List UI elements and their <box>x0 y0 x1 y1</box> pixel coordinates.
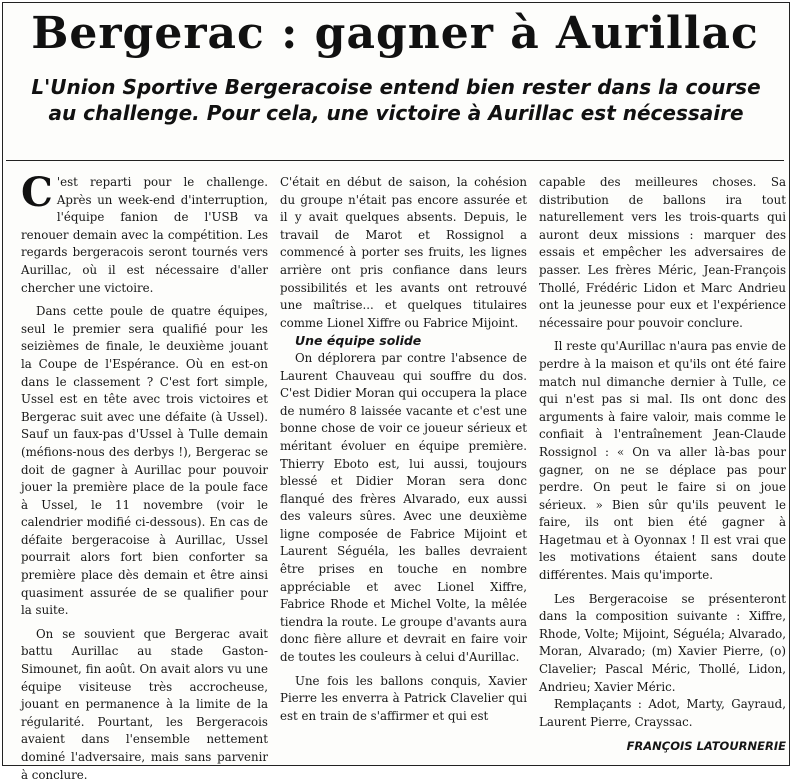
divider <box>6 160 784 161</box>
headline: Bergerac : gagner à Aurillac <box>31 8 759 59</box>
column-3 <box>539 174 786 756</box>
column-2 <box>280 174 527 725</box>
column-1 <box>21 169 268 784</box>
author-signature: FRANÇOIS LATOURNERIE <box>626 739 786 754</box>
paragraph: Il reste qu'Aurillac n'aura pas envie de perdre à la maison et qu'ils ont été faire match nul dimanche dernier à Tulle, ce qui n'est pas si mal. Ils ont donc des arguments à faire valoir, mais comme le confiait à l'entraînement Jean-Claude Rossignol : « On va aller là-bas pour gagner, on ne se déplace pas pour perdre. On peut le faire si on joue sérieux. » Bien sûr qu'ils peuvent le faire, ils ont bien été gagner à Hagetmau et à Oyonnax ! Il est vrai que les motivations étaient sans doute différentes. Mais qu'importe. <box>539 339 786 583</box>
paragraph <box>21 169 268 297</box>
paragraph: Les Bergeracoise se présenteront dans la composition suivante : Xiffre, Rhode, Volte; Mijoint, Séguéla; Alvarado, Moran, Alvarado; (m) Xavier Pierre, (o) Clavelier; Pascal Méric, Thollé, Lidon, Andrieu; Xavier Méric. <box>539 591 786 694</box>
paragraph: Une fois les ballons conquis, Xavier Pierre les enverra à Patrick Clavelier qui est en train de s'affirmer et qui est <box>280 673 527 723</box>
paragraph: Dans cette poule de quatre équipes, seul le premier sera qualifié pour les seizièmes de finale, le deuxième jouant la Coupe de l'Espérance. Où en est-on dans le classement ? C'est fort simple, Ussel est en tête avec trois victoires et Bergerac suit avec une défaite (à Ussel). Sauf un faux-pas d'Ussel à Tulle demain (méfions-nous des derbys !), Bergerac se doit de gagner à Aurillac pour pouvoir jouer la première place de la poule face à Ussel, le 11 novembre (voir le calendrier modifié ci-dessous). En cas de défaite bergeracoise à Aurillac, Ussel pourrait alors fort bien conforter sa première place dès demain et être ainsi quasiment assurée de se qualifier pour la suite. <box>21 304 268 618</box>
paragraph: Remplaçants : Adot, Marty, Gayraud, Laurent Pierre, Crayssac. <box>539 697 786 729</box>
paragraph: On déplorera par contre l'absence de Laurent Chauveau qui souffre du dos. C'est Didier Moran qui occupera la place de numéro 8 laissée vacante et c'est une bonne chose de voir ce joueur sérieux et méritant évoluer en équipe première. Thierry Eboto est, lui aussi, toujours blessé et Didier Moran sera donc flanqué des frères Alvarado, eux aussi des valeurs sûres. Avec une deuxième ligne composée de Fabrice Mijoint et Laurent Séguéla, les balles devraient être prises en touche en nombre appréciable et avec Lionel Xiffre, Fabrice Rhode et Michel Volte, la mêlée tiendra la route. Le groupe d'avants aura donc fière allure et devrait en faire voir de toutes les couleurs à celui d'Aurillac. <box>280 350 527 665</box>
paragraph: C'était en début de saison, la cohésion du groupe n'était pas encore assurée et il y avait quelques absents. Depuis, le travail de Marot et Rossignol a commencé à porter ses fruits, les lignes arrière ont pris confiance dans leurs possibilités et les avants ont retrouvé une maîtrise... et quelques titulaires comme Lionel Xiffre ou Fabrice Mijoint. <box>280 175 527 330</box>
paragraph: capable des meilleures choses. Sa distribution de ballons ira tout naturellement vers les trois-quarts qui auront deux missions : marquer des essais et empêcher les adversaires de passer. Les frères Méric, Jean-François Thollé, Frédéric Lidon et Marc Andrieu ont la jeunesse pour eux et l'expérience nécessaire pour pouvoir conclure. <box>539 175 786 330</box>
drop-cap: C <box>21 169 53 216</box>
section-heading: Une équipe solide <box>295 333 422 349</box>
paragraph-text: 'est reparti pour le challenge. Après un week-end d'interruption, l'équipe fanion de l'USB va renouer demain avec la compétition. Les regards bergeracois seront tournés vers Aurillac, où il est nécessaire d'aller chercher une victoire. <box>21 175 268 295</box>
subheadline: L'Union Sportive Bergeracoise entend bien rester dans la course au challenge. Pour cela, une victoire à Aurillac est nécessaire <box>31 75 761 125</box>
paragraph: On se souvient que Bergerac avait battu Aurillac au stade Gaston-Simounet, fin août. On avait alors vu une équipe visiteuse très accrocheuse, jouant en permanence à la limite de la régularité. Pourtant, les Bergeracois avaient dans l'ensemble nettement dominé l'adversaire, mais sans parvenir à conclure. <box>21 626 268 782</box>
